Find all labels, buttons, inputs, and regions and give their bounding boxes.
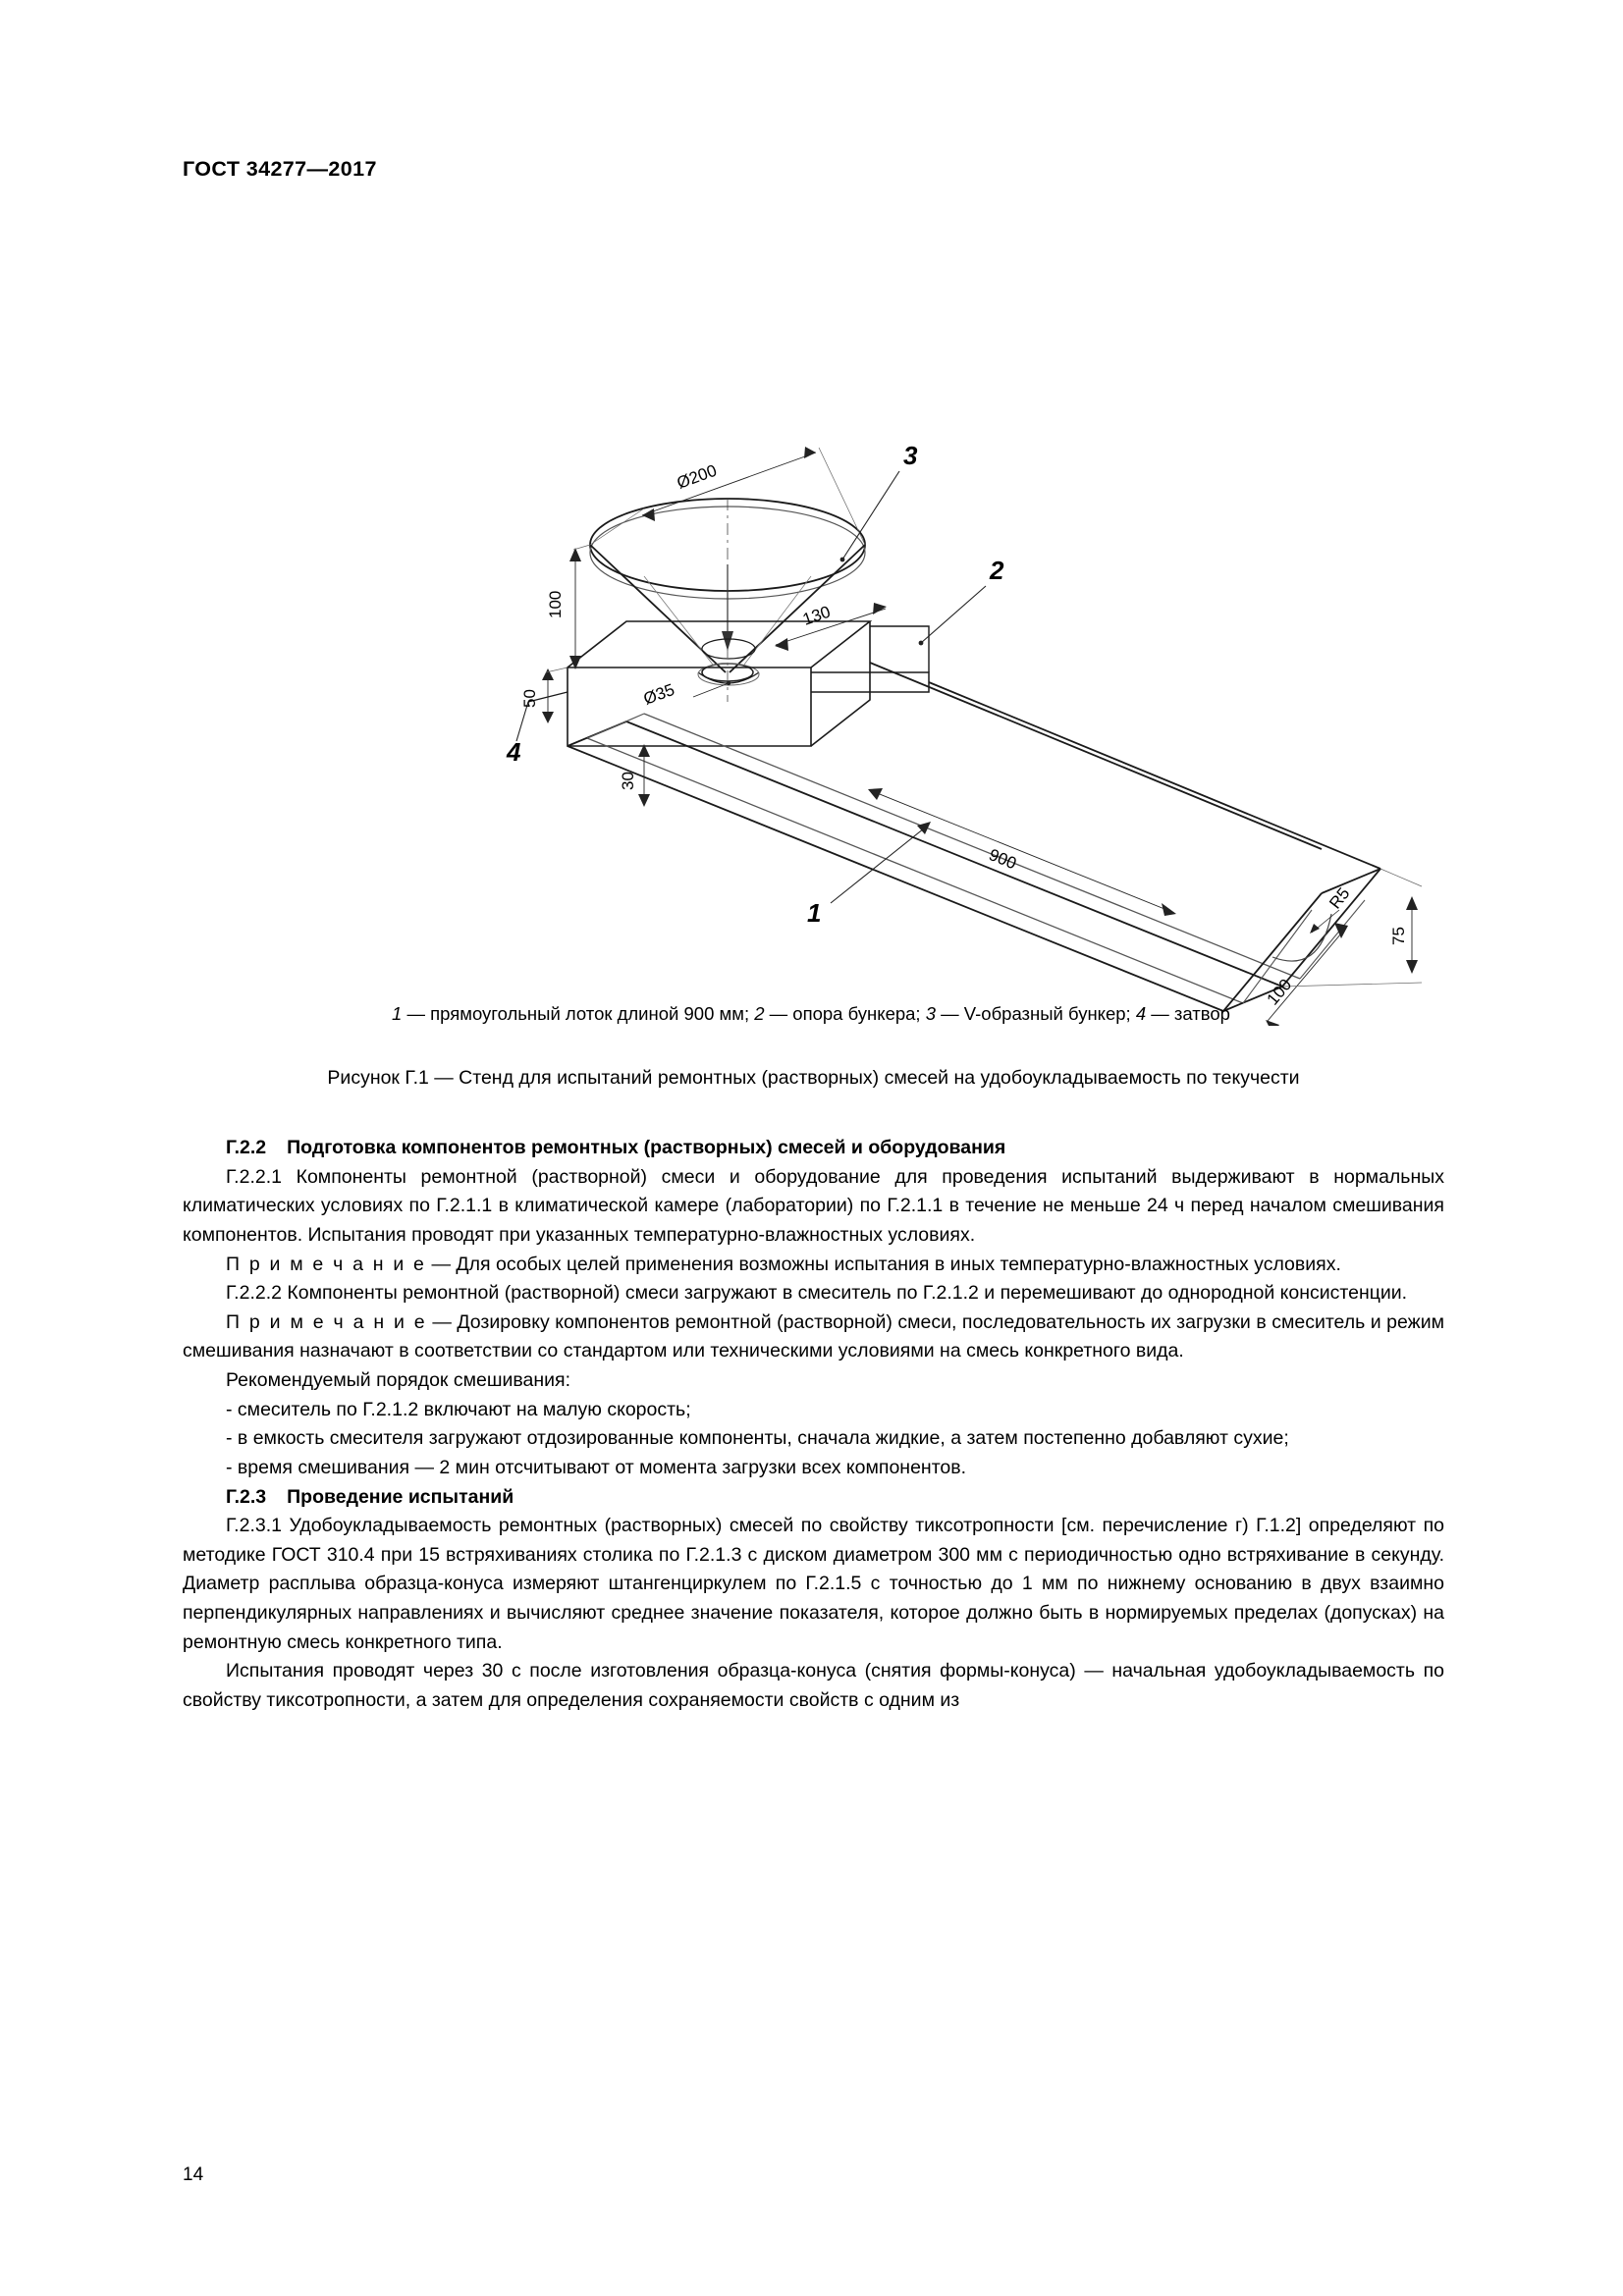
note-1-text: — Для особых целей применения возможны испытания в иных температурно-влажностных условиях. bbox=[426, 1253, 1341, 1275]
callout-1: 1 bbox=[807, 898, 822, 928]
page-number: 14 bbox=[183, 2164, 204, 2185]
figure-g1 bbox=[183, 211, 1439, 1026]
callout-3: 3 bbox=[903, 441, 918, 470]
legend-num-4: 4 bbox=[1135, 1003, 1147, 1024]
dim-h30: 30 bbox=[619, 772, 637, 790]
legend-num-3: 3 bbox=[925, 1003, 937, 1024]
dim-d200: Ø200 bbox=[674, 460, 720, 493]
callout-4: 4 bbox=[507, 737, 521, 767]
heading-g23-num: Г.2.3 bbox=[226, 1485, 267, 1508]
list-item: - время смешивания — 2 мин отсчитывают от момента загрузки всех компонентов. bbox=[226, 1456, 967, 1478]
callout-2: 2 bbox=[990, 556, 1004, 585]
dim-len900: 900 bbox=[986, 845, 1019, 874]
dim-r5: R5 bbox=[1325, 883, 1354, 913]
note-1-label: П р и м е ч а н и е bbox=[226, 1253, 427, 1275]
legend-text-4: — затвор bbox=[1146, 1003, 1230, 1024]
dim-w100: 100 bbox=[1263, 975, 1296, 1009]
heading-g23-text: Проведение испытаний bbox=[287, 1485, 514, 1508]
paragraph-last: Испытания проводят через 30 с после изготовления образца-конуса (снятия формы-конуса) — начальная удобоукладываемость по свойству тиксотропности, а затем для определения сохраняемости свойств с одним из bbox=[183, 1660, 1444, 1711]
dim-h50: 50 bbox=[520, 689, 539, 708]
heading-g22-num: Г.2.2 bbox=[226, 1137, 267, 1158]
note-2-label: П р и м е ч а н и е bbox=[226, 1310, 427, 1333]
figure-g1-drawing bbox=[183, 211, 1439, 1026]
paragraph-g231: Г.2.3.1 Удобоукладываемость ремонтных (растворных) смесей по свойству тиксотропности [см. перечисление г) Г.1.2] определяют по методике ГОСТ 310.4 при 15 встряхиваниях столика по Г.2.1.3 с диском диаметром 300 мм с периодичностью одно встряхивание в секунду. Диаметр расплыва образца-конуса измеряют штангенциркулем по Г.2.1.5 с точностью до 1 мм по нижнему основанию в двух взаимно перпендикулярных направлениях и вычисляют среднее значение показателя, которое должно быть в нормируемых пределах (допусках) на ремонтную смесь конкретного типа. bbox=[183, 1515, 1444, 1653]
paragraph-g222: Г.2.2.2 Компоненты ремонтной (растворной) смеси загружают в смеситель по Г.2.1.2 и перемешивают до однородной консистенции. bbox=[226, 1282, 1408, 1305]
list-item: - смеситель по Г.2.1.2 включают на малую скорость; bbox=[226, 1398, 691, 1420]
heading-g22 bbox=[183, 1134, 1444, 1163]
page-header: ГОСТ 34277—2017 bbox=[183, 157, 377, 181]
legend-text-2: — опора бункера; bbox=[764, 1003, 926, 1024]
body-content bbox=[183, 1134, 1444, 1716]
note-2-text: — Дозировку компонентов ремонтной (растворной) смеси, последовательность их загрузки в смеситель и режим смешивания назначают в соответствии со стандартом или техническими условиями на смесь конкретного вида. bbox=[183, 1310, 1444, 1362]
note-2 bbox=[183, 1308, 1444, 1366]
note-1 bbox=[183, 1251, 1444, 1280]
list-item: - в емкость смесителя загружают отдозированные компоненты, сначала жидкие, а затем постепенно добавляют сухие; bbox=[226, 1427, 1289, 1450]
figure-legend bbox=[183, 1003, 1439, 1025]
paragraph-mixing-order: Рекомендуемый порядок смешивания: bbox=[226, 1369, 571, 1391]
legend-num-2: 2 bbox=[754, 1003, 765, 1024]
heading-g22-text: Подготовка компонентов ремонтных (растворных) смесей и оборудования bbox=[287, 1137, 1006, 1158]
paragraph-g221: Г.2.2.1 Компоненты ремонтной (растворной) смеси и оборудование для проведения испытаний выдерживают в нормальных климатических условиях по Г.2.1.1 в климатической камере (лаборатории) по Г.2.1.1 в течение не меньше 24 ч перед началом смешивания компонентов. Испытания проводят при указанных температурно-влажностных условиях. bbox=[183, 1165, 1444, 1246]
legend-text-1: — прямоугольный лоток длиной 900 мм; bbox=[402, 1003, 755, 1024]
figure-title: Рисунок Г.1 — Стенд для испытаний ремонтных (растворных) смесей на удобоукладываемость по текучести bbox=[327, 1067, 1300, 1089]
dim-len130: 130 bbox=[800, 602, 834, 629]
legend-text-3: — V-образный бункер; bbox=[936, 1003, 1136, 1024]
legend-num-1: 1 bbox=[392, 1003, 403, 1024]
dim-d35: Ø35 bbox=[640, 679, 677, 709]
heading-g23 bbox=[183, 1483, 1444, 1513]
dim-h75: 75 bbox=[1389, 927, 1408, 945]
dim-h100: 100 bbox=[546, 590, 565, 618]
